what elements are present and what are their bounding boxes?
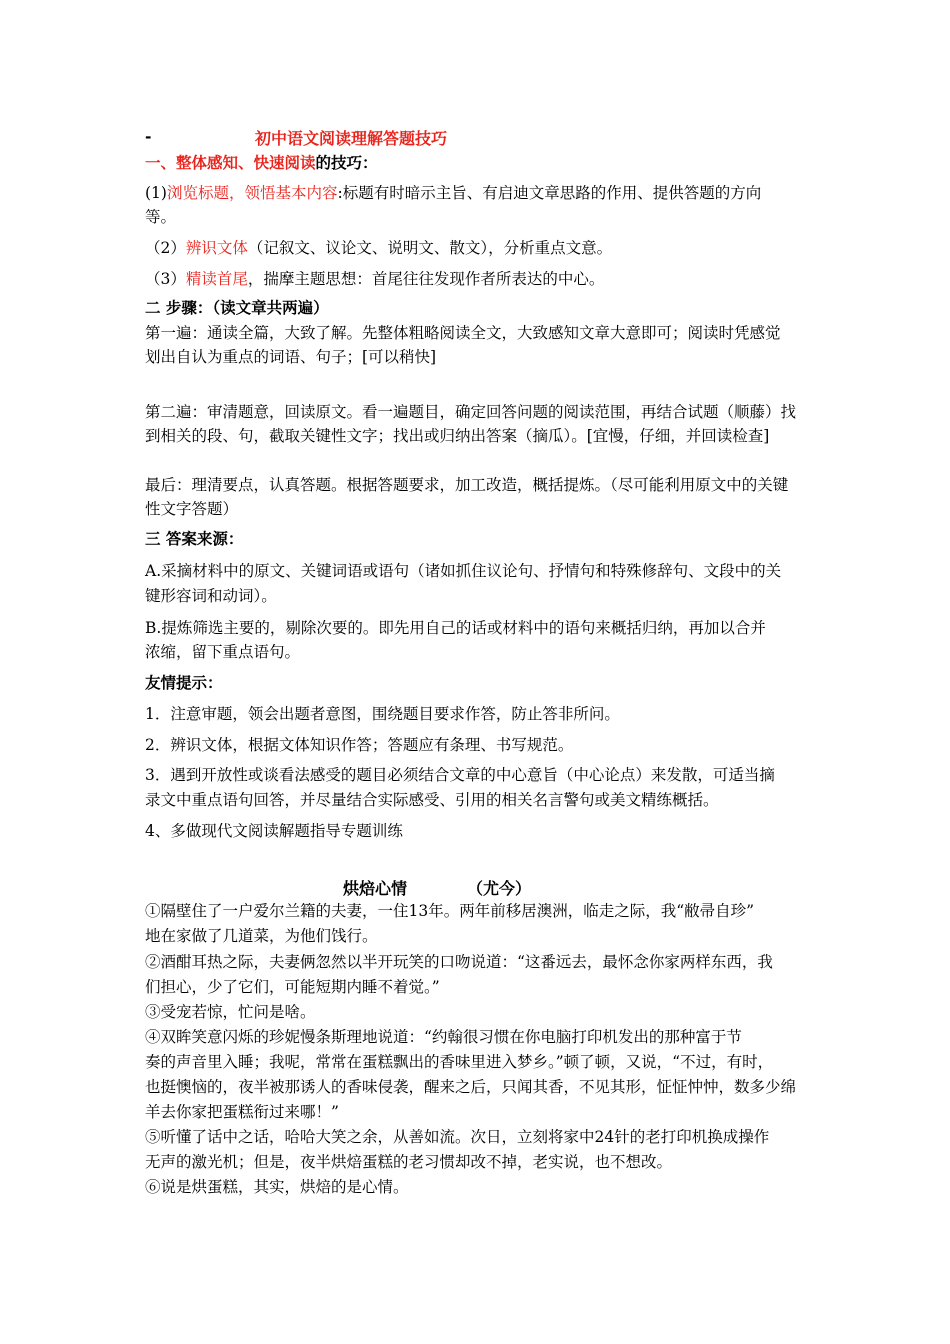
section-1-heading [145,152,813,174]
step-2-line-2: 到相关的段、句，截取关键性文字；找出或归纳出答案（摘瓜）。[宜慢，仔细，并回读检查] [145,427,770,445]
point-1-text: :标题有时暗示主旨、有启迪文章思路的作用、提供答题的方向 [337,184,762,202]
story-line: 们担心，少了它们，可能短期内睡不着觉。” [145,978,440,996]
story-line: ③受宠若惊，忙问是啥。 [145,1003,316,1021]
point-1-number: (1) [145,184,167,202]
story-line: 羊去你家把蛋糕衔过来哪！” [145,1103,339,1121]
document-title: 初中语文阅读理解答题技巧 [255,129,448,148]
step-3-line-2: 性文字答题） [145,500,239,518]
story-title: 烘焙心情 [343,879,408,898]
tip-3-line-1: 3．遇到开放性或谈看法感受的题目必须结合文章的中心意旨（中心论点）来发散，可适当摘 [145,766,775,784]
story-author: （尤今） [467,879,532,898]
point-3-number: （3） [145,270,186,288]
story-line: ④双眸笑意闪烁的珍妮慢条斯理地说道：“约翰很习惯在你电脑打印机发出的那种富于节 [145,1028,742,1046]
story-line: ⑥说是烘蛋糕，其实，烘焙的是心情。 [145,1178,409,1196]
leading-dash: - [145,128,152,146]
story-line: ②酒酣耳热之际，夫妻俩忽然以半开玩笑的口吻说道：“这番远去，最怀念你家两样东西，我 [145,953,773,971]
source-b-line-2: 浓缩，留下重点语句。 [145,643,301,661]
point-2-number: （2） [145,239,186,257]
source-b-line-1: B.提炼筛选主要的，剔除次要的。即先用自己的话或材料中的语句来概括归纳，再加以合并 [145,619,766,637]
step-3-line-1: 最后：理清要点，认真答题。根据答题要求，加工改造，概括提炼。（尽可能利用原文中的关键 [145,476,789,494]
tip-2: 2．辨识文体，根据文体知识作答；答题应有条理、书写规范。 [145,736,574,754]
story-line: ①隔壁住了一户爱尔兰籍的夫妻，一住13年。两年前移居澳洲，临走之际，我“敝帚自珍” [145,902,755,920]
point-1-highlight: 浏览标题，领悟基本内容 [166,184,338,202]
story-line: 地在家做了几道菜，为他们饯行。 [145,927,378,945]
point-1-cont: 等。 [145,208,177,226]
section-3-heading: 三 答案来源： [145,530,244,548]
story-line: 也挺懊恼的，夜半被那诱人的香味侵袭，醒来之后，只闻其香，不见其形，怔怔忡忡，数多少绵 [145,1078,797,1096]
point-2-highlight: 辨识文体 [185,239,248,257]
tip-3-line-2: 录文中重点语句回答，并尽量结合实际感受、引用的相关名言警句或美文精练概括。 [145,791,719,809]
story-line: 无声的激光机；但是，夜半烘焙蛋糕的老习惯却改不掉，老实说，也不想改。 [145,1153,673,1171]
story-line: ⑤听懂了话中之话，哈哈大笑之余，从善如流。次日，立刻将家中24针的老打印机换成操作 [145,1128,770,1146]
point-1 [145,182,813,204]
point-3 [145,268,813,290]
point-3-text: ，揣摩主题思想：首尾往往发现作者所表达的中心。 [247,270,605,288]
tips-heading: 友情提示： [145,674,223,692]
section-2-heading: 二 步骤：（读文章共两遍） [145,299,329,317]
source-a-line-1: A.采摘材料中的原文、关键词语或语句（诸如抓住议论句、抒情句和特殊修辞句、文段中的关 [145,562,782,580]
step-1-line-1: 第一遍：通读全篇，大致了解。先整体粗略阅读全文，大致感知文章大意即可；阅读时凭感觉 [145,324,781,342]
section-1-heading-rest: 的技巧： [315,154,378,172]
step-2-line-1: 第二遍：审清题意，回读原文。看一遍题目，确定回答问题的阅读范围，再结合试题（顺藤）找 [145,403,797,421]
tip-1: 1．注意审题，领会出题者意图，围绕题目要求作答，防止答非所问。 [145,705,620,723]
point-3-highlight: 精读首尾 [185,270,248,288]
point-2 [145,237,813,259]
source-a-line-2: 键形容词和动词）。 [145,587,277,605]
tip-4: 4、多做现代文阅读解题指导专题训练 [145,822,403,840]
step-1-line-2: 划出自认为重点的词语、句子；[可以稍快] [145,348,437,366]
section-1-heading-red: 一、整体感知、快速阅读 [145,154,316,172]
point-2-text: （记叙文、议论文、说明文、散文），分析重点文意。 [247,239,613,257]
story-line: 奏的声音里入睡；我呢，常常在蛋糕飘出的香味里进入梦乡。”顿了顿，又说，“不过，有时， [145,1053,774,1071]
